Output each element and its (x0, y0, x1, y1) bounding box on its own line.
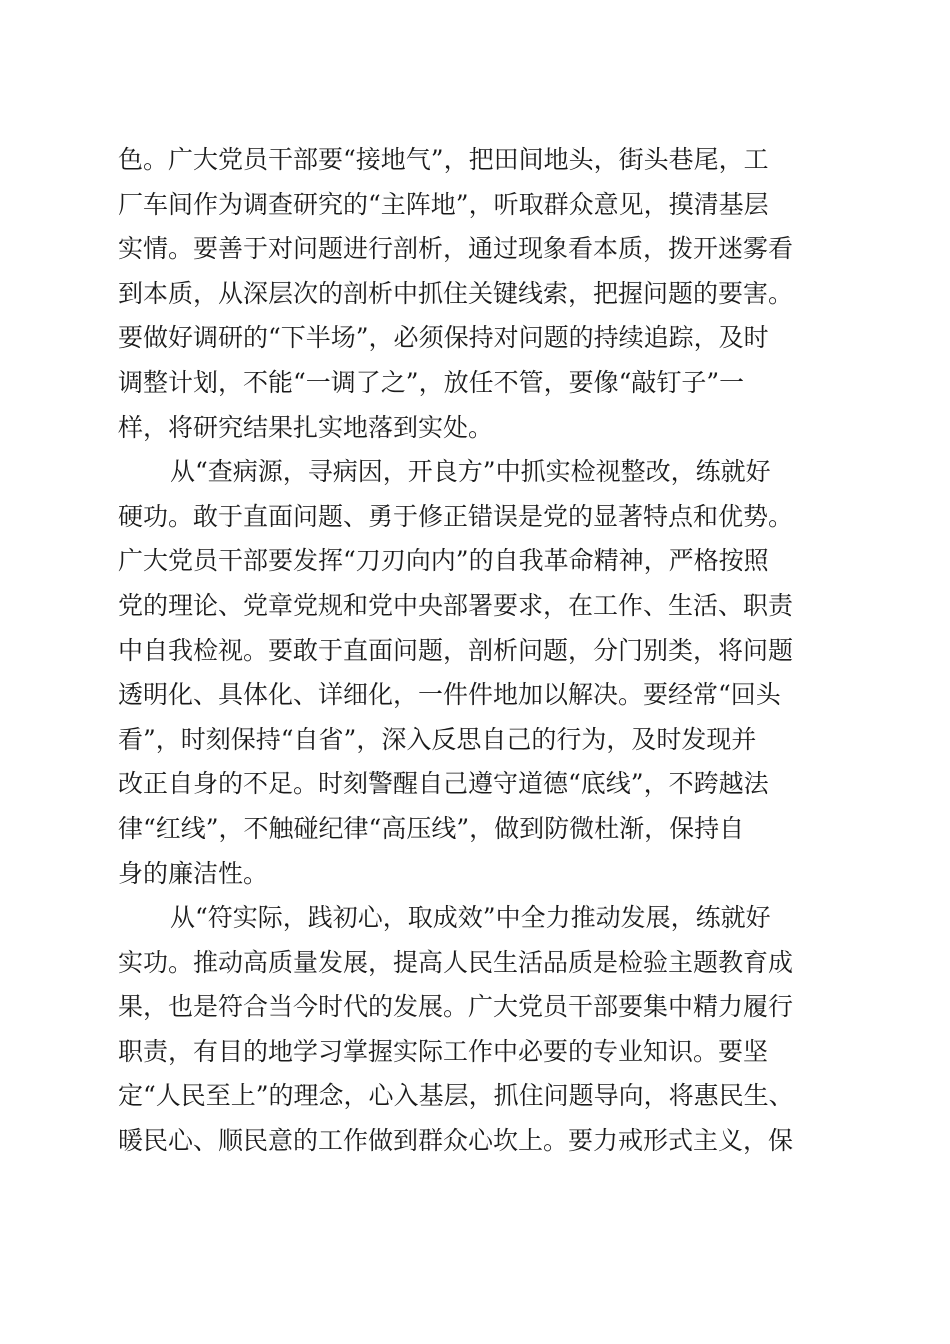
text-line: 调整计划，不能“一调了之”，放任不管，要像“敲钉子”一 (118, 367, 745, 397)
text-line: 职责，有目的地学习掌握实际工作中必要的专业知识。要坚 (118, 1036, 769, 1066)
text-line: 到本质，从深层次的剖析中抓住关键线索，把握问题的要害。 (118, 278, 794, 308)
text-line: 中自我检视。要敢于直面问题，剖析问题，分门别类，将问题 (118, 635, 794, 665)
text-line: 身的廉洁性。 (118, 858, 269, 888)
text-line: 律“红线”，不触碰纪律“高压线”，做到防微杜渐，保持自 (118, 813, 745, 843)
text-line: 要做好调研的“下半场”，必须保持对问题的持续追踪，及时 (118, 323, 769, 353)
text-line: 改正自身的不足。时刻警醒自己遵守道德“底线”，不跨越法 (118, 769, 769, 799)
paragraph-first-line: 从“符实际，践初心，取成效”中全力推动发展，练就好 (170, 903, 771, 933)
text-line: 党的理论、党章党规和党中央部署要求，在工作、生活、职责 (118, 590, 794, 620)
text-line: 果，也是符合当今时代的发展。广大党员干部要集中精力履行 (118, 992, 794, 1022)
text-line: 实功。推动高质量发展，提高人民生活品质是检验主题教育成 (118, 947, 794, 977)
text-line: 透明化、具体化、详细化，一件件地加以解决。要经常“回头 (118, 680, 781, 710)
text-line: 定“人民至上”的理念，心入基层，抓住问题导向，将惠民生、 (118, 1081, 794, 1111)
text-line: 色。广大党员干部要“接地气”，把田间地头，街头巷尾，工 (118, 145, 769, 174)
text-line: 实情。要善于对问题进行剖析，通过现象看本质，拨开迷雾看 (118, 234, 794, 264)
text-line: 暖民心、顺民意的工作做到群众心坎上。要力戒形式主义，保 (118, 1126, 794, 1156)
text-line: 硬功。敢于直面问题、勇于修正错误是党的显著特点和优势。 (118, 501, 794, 531)
text-line: 广大党员干部要发挥“刀刃向内”的自我革命精神，严格按照 (118, 546, 769, 576)
paragraph-first-line: 从“查病源，寻病因，开良方”中抓实检视整改，练就好 (170, 457, 771, 487)
document-body (118, 138, 838, 1164)
text-line: 看”，时刻保持“自省”，深入反思自己的行为，及时发现并 (118, 724, 757, 754)
text-line: 样，将研究结果扎实地落到实处。 (118, 412, 494, 442)
text-line: 厂车间作为调查研究的“主阵地”，听取群众意见，摸清基层 (118, 189, 769, 219)
